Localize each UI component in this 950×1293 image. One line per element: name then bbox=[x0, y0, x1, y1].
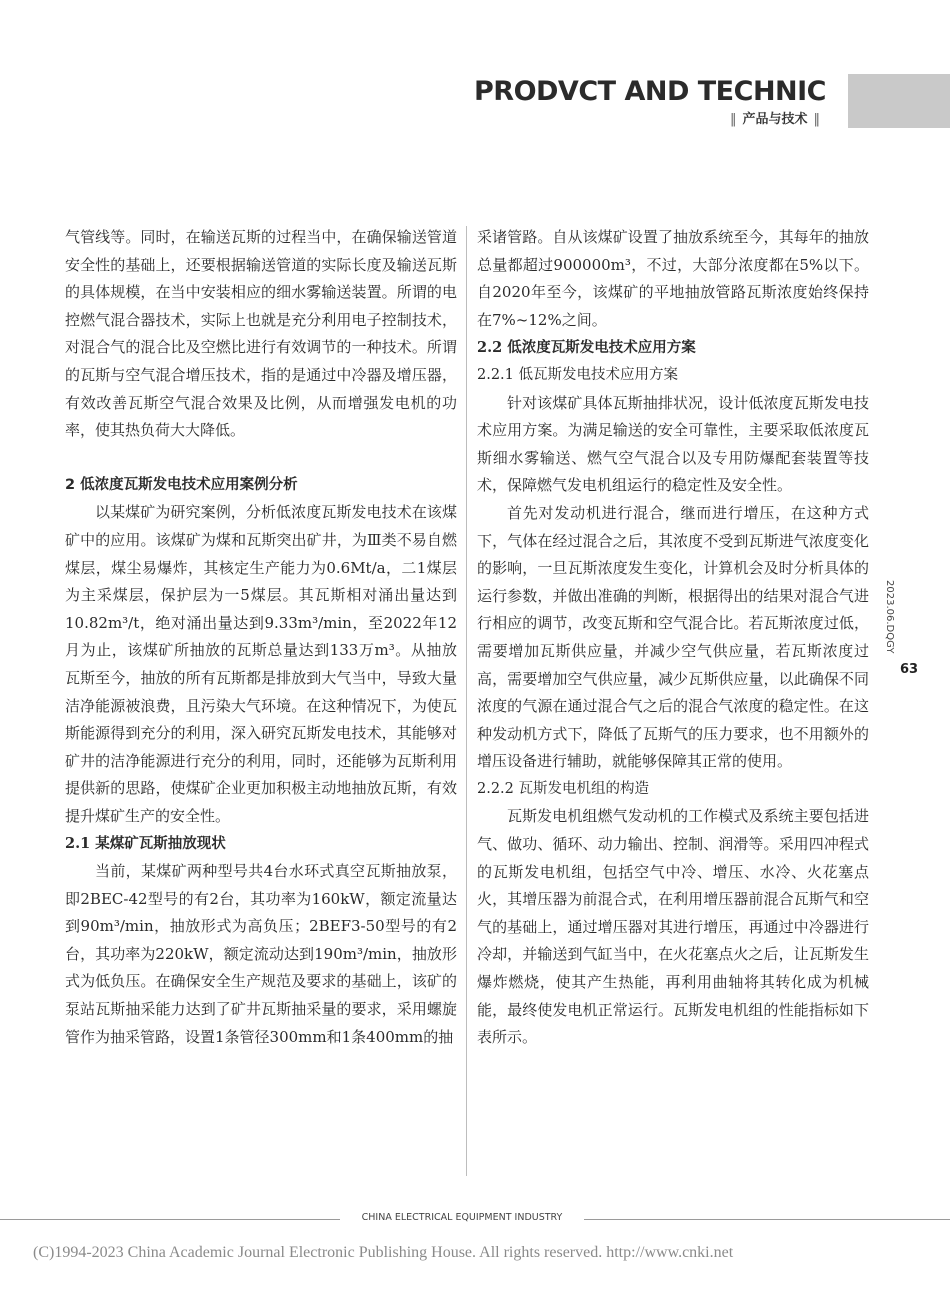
left-column bbox=[65, 224, 457, 1051]
paragraph: 采诸管路。自从该煤矿设置了抽放系统至今，其每年的抽放总量都超过900000m³，不过，大部分浓度都在5%以下。自2020年至今，该煤矿的平地抽放管路瓦斯浓度始终保持在7%~12%之间。 bbox=[477, 228, 869, 329]
issue-label: 2023.06.DQGY bbox=[884, 580, 895, 654]
column-divider bbox=[466, 226, 467, 1176]
subsection-heading: 2.1 某煤矿瓦斯抽放现状 bbox=[65, 835, 226, 853]
subtitle-bar-right: ‖ bbox=[813, 112, 820, 127]
spacer bbox=[65, 445, 457, 472]
right-column bbox=[477, 224, 869, 1052]
paragraph: 针对该煤矿具体瓦斯抽排状况，设计低浓度瓦斯发电技术应用方案。为满足输送的安全可靠性，主要采取低浓度瓦斯细水雾输送、燃气空气混合以及专用防爆配套装置等技术，保障燃气发电机组运行的稳定性及安全性。 bbox=[477, 393, 869, 495]
paragraph: 首先对发动机进行混合，继而进行增压，在这种方式下，气体在经过混合之后，其浓度不受到瓦斯进气浓度变化的影响，一旦瓦斯浓度发生变化，计算机会及时分析具体的运行参数，并做出准确的判断，根据得出的结果对混合气进行相应的调节，改变瓦斯和空气混合比。若瓦斯浓度过低，需要增加瓦斯供应量，并减少空气供应量，若瓦斯浓度过高，需要增加空气供应量，减少瓦斯供应量，以此确保不同浓度的气源在通过混合气之后的混合气浓度的稳定性。在这种发动机方式下，降低了瓦斯气的压力要求，也不用额外的增压设备进行辅助，就能够保障其正常的使用。 bbox=[477, 503, 869, 771]
paragraph: 气管线等。同时，在输送瓦斯的过程当中，在确保输送管道安全性的基础上，还要根据输送管道的实际长度及输送瓦斯的具体规模，在当中安装相应的细水雾输送装置。所谓的电控燃气混合器技术，实际上也就是充分利用电子控制技术，对混合气的混合比及空燃比进行有效调节的一种技术。所谓的瓦斯与空气混合增压技术，指的是通过中冷器及增压器，有效改善瓦斯空气混合效果及比例，从而增强发电机的功率，使其热负荷大大降低。 bbox=[65, 228, 457, 440]
footer-journal-name: CHINA ELECTRICAL EQUIPMENT INDUSTRY bbox=[361, 1212, 563, 1223]
header-grey-block bbox=[848, 74, 950, 128]
subsubsection-heading: 2.2.2 瓦斯发电机组的构造 bbox=[477, 780, 650, 797]
paragraph: 瓦斯发电机组燃气发动机的工作模式及系统主要包括进气、做功、循环、动力输出、控制、润滑等。采用四冲程式的瓦斯发电机组，包括空气中冷、增压、水冷、火花塞点火，其增压器为前混合式，在利用增压器前混合瓦斯气和空气的基础上，通过增压器对其进行增压，再通过中冷器进行冷却，并输送到气缸当中，在火花塞点火之后，让瓦斯发生爆炸燃烧，使其产生热能，再利用曲轴将其转化成为机械能，最终使发电机正常运行。瓦斯发电机组的性能指标如下表所示。 bbox=[477, 807, 869, 1047]
paragraph: 当前，某煤矿两种型号共4台水环式真空瓦斯抽放泵，即2BEC-42型号的有2台，其功率为160kW，额定流量达到90m³/min，抽放形式为高负压；2BEF3-50型号的有2台，其功率为220kW，额定流动达到190m³/min，抽放形式为低负压。在确保安全生产规范及要求的基础上，该矿的泵站瓦斯抽采能力达到了矿井瓦斯抽采量的要求，采用螺旋管作为抽采管路，设置1条管径300mm和1条400mm的抽 bbox=[65, 862, 457, 1046]
subsection-heading: 2.2 低浓度瓦斯发电技术应用方案 bbox=[477, 339, 696, 357]
page-number: 63 bbox=[900, 662, 919, 677]
paragraph: 以某煤矿为研究案例，分析低浓度瓦斯发电技术在该煤矿中的应用。该煤矿为煤和瓦斯突出矿井，为Ⅲ类不易自燃煤层，煤尘易爆炸，其核定生产能力为0.6Mt/a，二1煤层为主采煤层，保护层为一5煤层。其瓦斯相对涌出量达到10.82m³/t，绝对涌出量达到9.33m³/min，至2022年12月为止，该煤矿所抽放的瓦斯总量达到133万m³。从抽放瓦斯至今，抽放的所有瓦斯都是排放到大气当中，导致大量洁净能源被浪费，且污染大气环境。在这种情况下，为使瓦斯能源得到充分的利用，深入研究瓦斯发电技术，其能够对矿井的洁净能源进行充分的利用，同时，还能够为瓦斯利用提供新的思路，使煤矿企业更加积极主动地抽放瓦斯，有效提升煤矿生产的安全性。 bbox=[65, 503, 457, 825]
section-subtitle bbox=[724, 108, 826, 127]
copyright-notice: (C)1994-2023 China Academic Journal Electronic Publishing House. All rights reserved. http://www.cnki.net bbox=[33, 1244, 734, 1261]
subtitle-text: 产品与技术 bbox=[742, 112, 808, 127]
footer-rule-right bbox=[584, 1219, 950, 1220]
subtitle-bar-left: ‖ bbox=[729, 112, 737, 127]
footer-rule-left bbox=[0, 1219, 340, 1220]
section-heading: 2 低浓度瓦斯发电技术应用案例分析 bbox=[65, 476, 298, 493]
section-title: PRODVCT AND TECHNIC bbox=[473, 76, 826, 107]
subsubsection-heading: 2.2.1 低瓦斯发电技术应用方案 bbox=[477, 366, 679, 383]
